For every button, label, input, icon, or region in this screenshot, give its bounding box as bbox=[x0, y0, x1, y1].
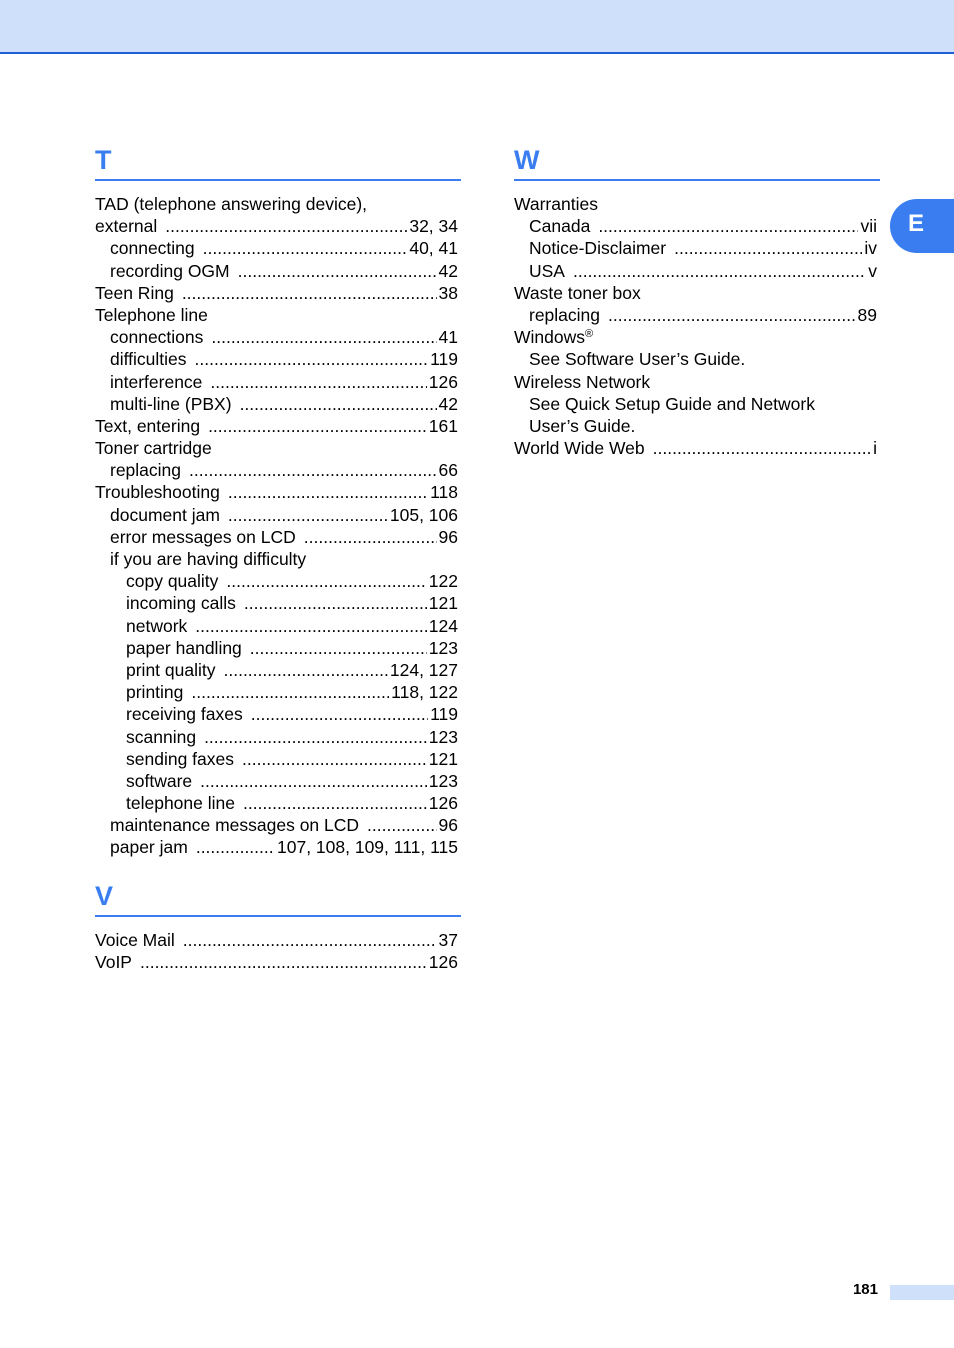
index-entry bbox=[95, 792, 461, 814]
index-entry-label bbox=[110, 504, 220, 526]
index-entry-text: See Quick Setup Guide and Network bbox=[529, 393, 815, 414]
index-entry-label bbox=[126, 659, 216, 681]
index-entry bbox=[514, 237, 880, 259]
index-entry bbox=[95, 703, 461, 725]
index-entry bbox=[514, 304, 880, 326]
index-entry-label bbox=[110, 260, 230, 282]
index-entry bbox=[95, 659, 461, 681]
index-entry bbox=[95, 348, 461, 370]
index-entry-label bbox=[110, 836, 188, 858]
index-entry-page: v bbox=[868, 260, 877, 281]
dot-leader bbox=[674, 237, 862, 259]
dot-leader bbox=[165, 215, 407, 237]
index-entry-page: 119 bbox=[430, 349, 458, 370]
dot-leader bbox=[204, 726, 427, 748]
index-entry-page: 123 bbox=[428, 726, 458, 747]
index-entry-label bbox=[126, 637, 242, 659]
dot-leader bbox=[240, 393, 437, 415]
index-entry-page: 126 bbox=[428, 371, 458, 392]
index-entry-page: 126 bbox=[428, 793, 458, 814]
index-entry-label bbox=[110, 393, 232, 415]
dot-leader bbox=[573, 260, 866, 282]
dot-leader bbox=[224, 659, 388, 681]
index-entry bbox=[95, 951, 461, 973]
index-entry-text: printing bbox=[126, 682, 184, 703]
index-entry bbox=[514, 215, 880, 237]
index-entry-label bbox=[110, 526, 296, 548]
index-entry-page: 42 bbox=[438, 260, 458, 281]
index-entry bbox=[95, 637, 461, 659]
index-entry-page: 105, 106 bbox=[389, 504, 458, 525]
index-entry-text: error messages on LCD bbox=[110, 526, 296, 547]
index-entry-text: Toner cartridge bbox=[95, 438, 212, 459]
index-entry bbox=[95, 570, 461, 592]
index-entry bbox=[95, 237, 461, 259]
index-entry bbox=[514, 260, 880, 282]
index-entry bbox=[95, 770, 461, 792]
index-entry-text: User’s Guide. bbox=[529, 415, 636, 436]
index-entry bbox=[95, 437, 461, 459]
dot-leader bbox=[183, 929, 437, 951]
dot-leader bbox=[211, 326, 436, 348]
index-entry-label bbox=[529, 348, 745, 370]
index-entry bbox=[95, 814, 461, 836]
section-divider bbox=[95, 179, 461, 181]
index-column-right bbox=[514, 143, 880, 459]
index-entry-page: 37 bbox=[438, 929, 458, 950]
index-entry-label bbox=[529, 237, 666, 259]
index-entry bbox=[514, 437, 880, 459]
index-entry bbox=[95, 836, 461, 858]
dot-leader bbox=[598, 215, 858, 237]
index-entry-label bbox=[95, 437, 212, 459]
dot-leader bbox=[251, 703, 428, 725]
index-entry bbox=[95, 215, 461, 237]
dot-leader bbox=[243, 792, 427, 814]
index-entry-text: Wireless Network bbox=[514, 371, 651, 392]
dot-leader bbox=[140, 951, 427, 973]
index-entry bbox=[95, 393, 461, 415]
index-entry-label bbox=[529, 215, 590, 237]
dot-leader bbox=[200, 770, 427, 792]
dot-leader bbox=[195, 615, 427, 637]
index-entry bbox=[95, 282, 461, 304]
index-entry-page: 121 bbox=[428, 593, 458, 614]
index-entry-text: if you are having difficulty bbox=[110, 549, 307, 569]
index-entry-page: vii bbox=[860, 216, 877, 237]
index-entry-label bbox=[95, 215, 157, 237]
index-entry-text: difficulties bbox=[110, 349, 187, 370]
index-entry-text: incoming calls bbox=[126, 593, 236, 614]
index-entry-label bbox=[110, 326, 203, 348]
index-entry-page: 96 bbox=[438, 815, 458, 836]
index-entry-label bbox=[126, 592, 236, 614]
index-entry bbox=[514, 282, 880, 304]
index-entry-label bbox=[95, 193, 367, 215]
dot-leader bbox=[196, 836, 275, 858]
index-entry-text: Telephone line bbox=[95, 304, 208, 325]
dot-leader bbox=[244, 592, 427, 614]
index-entry-page: i bbox=[873, 438, 877, 459]
index-entry bbox=[95, 304, 461, 326]
index-column-left bbox=[95, 143, 461, 973]
index-entry-text: print quality bbox=[126, 659, 216, 680]
index-entry-label bbox=[95, 929, 175, 951]
dot-leader bbox=[242, 748, 427, 770]
index-entry-page: 89 bbox=[857, 304, 877, 325]
index-entry-label bbox=[514, 326, 593, 348]
chapter-tab-letter: E bbox=[908, 210, 925, 237]
index-entry bbox=[95, 526, 461, 548]
index-entry-text: connecting bbox=[110, 238, 195, 259]
index-entry-page: 124, 127 bbox=[389, 659, 458, 680]
index-entry bbox=[514, 393, 880, 415]
index-entry-label bbox=[95, 951, 132, 973]
index-entry-text: copy quality bbox=[126, 571, 219, 592]
index-entry-text: receiving faxes bbox=[126, 704, 243, 725]
index-entry-label bbox=[95, 304, 208, 326]
index-entry-label bbox=[110, 237, 195, 259]
dot-leader bbox=[203, 237, 408, 259]
index-entry-page: 38 bbox=[438, 282, 458, 303]
index-entry-text: Windows bbox=[514, 327, 585, 348]
index-entry bbox=[514, 371, 880, 393]
index-entry-text: replacing bbox=[110, 460, 182, 481]
index-entry-page: 161 bbox=[428, 415, 458, 436]
index-entry-label bbox=[529, 415, 635, 437]
index-entry-text: USA bbox=[529, 260, 565, 281]
index-entry bbox=[95, 260, 461, 282]
index-entry bbox=[95, 748, 461, 770]
index-entry-text: Teen Ring bbox=[95, 282, 174, 303]
dot-leader bbox=[189, 459, 437, 481]
index-entry-label bbox=[110, 548, 306, 570]
index-entry-label bbox=[529, 260, 565, 282]
index-entry-page: 96 bbox=[438, 526, 458, 547]
index-entry-text: See Software User’s Guide. bbox=[529, 349, 746, 370]
index-entry-text: paper handling bbox=[126, 637, 242, 658]
index-entry-label bbox=[110, 814, 359, 836]
index-entry-text: network bbox=[126, 615, 188, 636]
index-entry-label bbox=[126, 703, 243, 725]
dot-leader bbox=[208, 415, 427, 437]
index-entry-text: external bbox=[95, 216, 158, 237]
index-entry-text: replacing bbox=[529, 304, 601, 325]
index-entry-text: multi-line (PBX) bbox=[110, 393, 232, 414]
index-section-v bbox=[95, 879, 461, 973]
index-entry-text: World Wide Web bbox=[514, 438, 645, 459]
index-entry-text: Text, entering bbox=[95, 415, 201, 436]
index-entry-text: TAD (telephone answering device), bbox=[95, 194, 368, 214]
index-section-t bbox=[95, 143, 461, 859]
index-entry-page: 41 bbox=[438, 327, 458, 348]
index-entry-page: 123 bbox=[428, 770, 458, 791]
index-entry-page: 119 bbox=[430, 704, 458, 725]
index-entry-page: 42 bbox=[438, 393, 458, 414]
index-entry bbox=[514, 348, 880, 370]
index-entry-page: 122 bbox=[428, 571, 458, 592]
index-entry-text: Warranties bbox=[514, 194, 598, 214]
index-entry-page: 66 bbox=[438, 460, 458, 481]
index-entry-label bbox=[126, 770, 192, 792]
header-bar bbox=[0, 0, 954, 54]
index-entry-page: iv bbox=[864, 238, 877, 259]
index-entry-label bbox=[126, 681, 183, 703]
index-entry-label bbox=[95, 282, 174, 304]
index-entry-page: 32, 34 bbox=[409, 216, 458, 237]
index-entry bbox=[95, 681, 461, 703]
index-entry bbox=[95, 481, 461, 503]
index-section-w bbox=[514, 143, 880, 459]
index-entry-text: telephone line bbox=[126, 793, 235, 814]
dot-leader bbox=[210, 371, 426, 393]
section-letter: V bbox=[95, 880, 114, 911]
index-entry bbox=[514, 326, 880, 348]
index-entry bbox=[95, 592, 461, 614]
index-entry-page: 121 bbox=[428, 748, 458, 769]
index-entry-label bbox=[110, 348, 187, 370]
dot-leader bbox=[608, 304, 856, 326]
index-entry-text: Canada bbox=[529, 216, 591, 237]
index-entry-label bbox=[126, 570, 218, 592]
index-entry-text: sending faxes bbox=[126, 748, 234, 769]
index-entry-label bbox=[514, 193, 598, 215]
index-entry-label bbox=[126, 615, 187, 637]
index-entry bbox=[95, 726, 461, 748]
index-entry bbox=[95, 459, 461, 481]
index-entry bbox=[95, 615, 461, 637]
index-entry bbox=[95, 371, 461, 393]
dot-leader bbox=[228, 504, 388, 526]
index-entry-text: recording OGM bbox=[110, 260, 230, 281]
index-entry-page: 126 bbox=[428, 951, 458, 972]
dot-leader bbox=[238, 260, 437, 282]
dot-leader bbox=[367, 814, 437, 836]
index-entry-label bbox=[126, 726, 196, 748]
index-entry-text: Notice-Disclaimer bbox=[529, 238, 667, 259]
index-entry-text: connections bbox=[110, 327, 204, 348]
index-entry bbox=[95, 929, 461, 951]
index-entry bbox=[95, 548, 461, 570]
footer-bar bbox=[890, 1285, 954, 1300]
index-entry bbox=[514, 193, 880, 215]
index-entry bbox=[95, 193, 461, 215]
page-number: 181 bbox=[852, 1281, 878, 1298]
index-entry-text: VoIP bbox=[95, 951, 132, 972]
index-entry-label bbox=[529, 393, 815, 415]
section-divider bbox=[514, 179, 880, 181]
index-entry-text: document jam bbox=[110, 504, 220, 525]
section-letter: W bbox=[514, 145, 540, 175]
dot-leader bbox=[653, 437, 871, 459]
chapter-tab bbox=[890, 199, 954, 253]
index-entry-text: software bbox=[126, 770, 193, 791]
dot-leader bbox=[195, 348, 429, 370]
index-entry-page: 118 bbox=[430, 482, 458, 503]
index-entry bbox=[95, 504, 461, 526]
index-entry-text: maintenance messages on LCD bbox=[110, 815, 360, 836]
index-entry-label bbox=[514, 371, 650, 393]
index-entry-page: 107, 108, 109, 111, 115 bbox=[277, 837, 458, 858]
dot-leader bbox=[226, 570, 426, 592]
registered-mark: ® bbox=[585, 328, 594, 341]
dot-leader bbox=[191, 681, 389, 703]
section-letter: T bbox=[95, 145, 112, 175]
index-entry-label bbox=[110, 371, 202, 393]
dot-leader bbox=[182, 282, 437, 304]
index-entry-label bbox=[95, 481, 220, 503]
index-entry-label bbox=[126, 748, 234, 770]
index-entry bbox=[95, 326, 461, 348]
index-entry-text: interference bbox=[110, 371, 203, 392]
dot-leader bbox=[304, 526, 437, 548]
index-entry-page: 123 bbox=[428, 637, 458, 658]
index-entry-text: scanning bbox=[126, 726, 197, 747]
index-entry-label bbox=[110, 459, 181, 481]
index-entry-label bbox=[514, 282, 641, 304]
section-divider bbox=[95, 915, 461, 917]
index-entry-label bbox=[126, 792, 235, 814]
index-entry-label bbox=[95, 415, 200, 437]
index-entry-page: 118, 122 bbox=[391, 682, 458, 703]
index-entry-text: Voice Mail bbox=[95, 929, 175, 950]
dot-leader bbox=[228, 481, 428, 503]
dot-leader bbox=[250, 637, 427, 659]
index-entry-label bbox=[514, 437, 645, 459]
index-entry bbox=[95, 415, 461, 437]
index-entry-label bbox=[529, 304, 600, 326]
index-entry-page: 40, 41 bbox=[409, 238, 458, 259]
index-entry-page: 124 bbox=[428, 615, 458, 636]
index-entry-text: Waste toner box bbox=[514, 282, 641, 303]
index-entry-text: paper jam bbox=[110, 837, 188, 858]
index-entry-text: Troubleshooting bbox=[95, 482, 220, 503]
index-entry bbox=[514, 415, 880, 437]
